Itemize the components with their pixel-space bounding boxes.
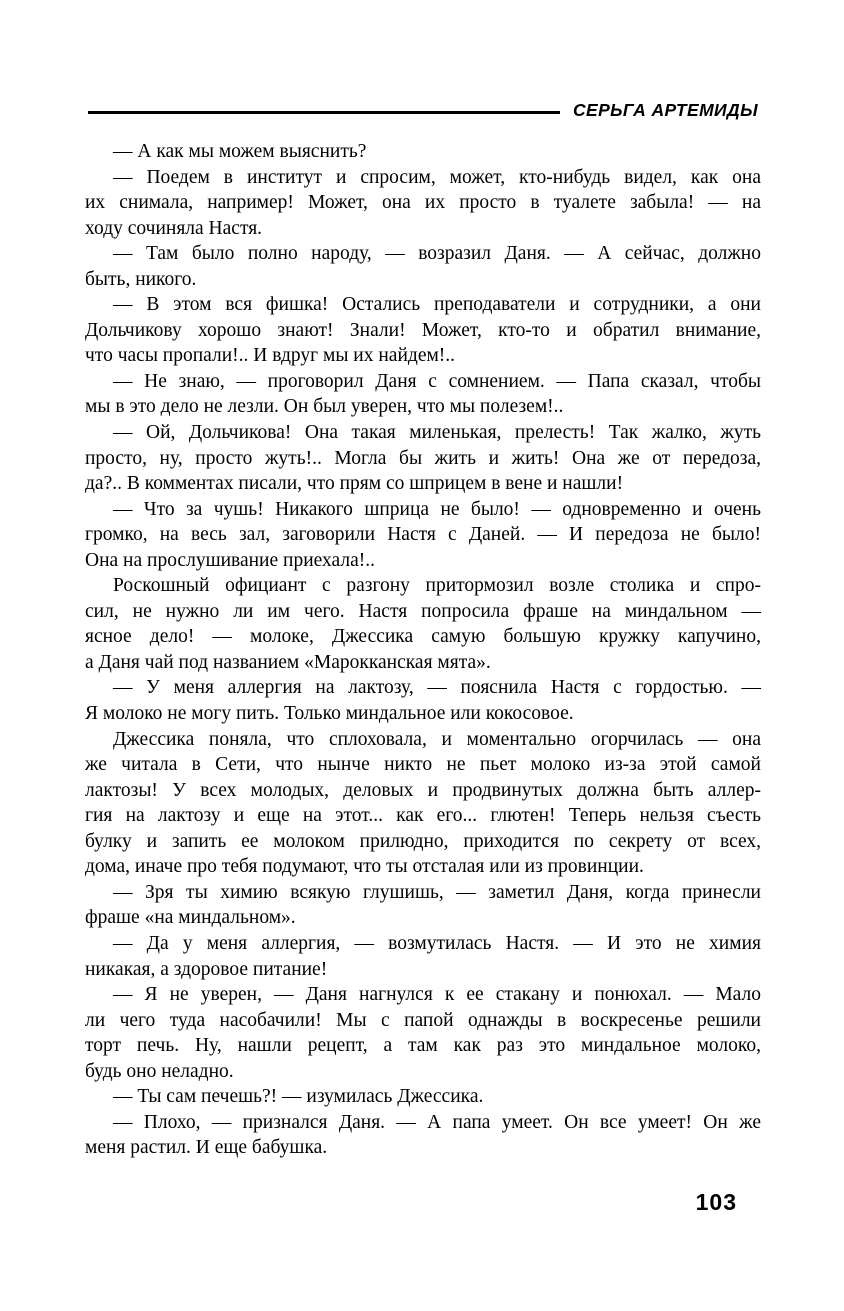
text-line: — Не знаю, — проговорил Даня с сомнением. — Папа сказал, чтобы: [113, 370, 761, 392]
text-line: булку и запить ее молоком прилюдно, приходится по секрету от всех,: [85, 830, 761, 852]
paragraph: [85, 931, 761, 982]
text-line: а Даня чай под названием «Марокканская мята».: [85, 651, 491, 673]
text-line: что часы пропали!.. И вдруг мы их найдем!..: [85, 345, 456, 367]
text-line: — В этом вся фишка! Остались преподаватели и сотрудники, а они: [113, 294, 761, 316]
text-line: ходу сочиняла Настя.: [85, 217, 263, 239]
paragraph: [85, 420, 761, 497]
paragraph: [85, 165, 761, 242]
text-line: да?.. В комментах писали, что прям со шприцем в вене и нашли!: [85, 473, 624, 495]
text-line: — Да у меня аллергия, — возмутилась Настя. — И это не химия: [113, 932, 761, 954]
paragraph: [85, 292, 761, 369]
text-line: ясное дело! — молоке, Джессика самую большую кружку капучино,: [85, 626, 761, 648]
text-line: гия на лактозу и еще на этот... как его... глютен! Теперь нельзя съесть: [85, 805, 761, 827]
text-line: же читала в Сети, что нынче никто не пьет молоко из-за этой самой: [85, 754, 761, 776]
text-line: сил, не нужно ли им чего. Настя попросила фраше на миндальном —: [85, 600, 761, 622]
paragraph: [85, 139, 761, 165]
text-line: торт печь. Ну, нашли рецепт, а там как раз это миндальное молоко,: [85, 1035, 761, 1057]
text-line: меня растил. И еще бабушка.: [85, 1137, 328, 1159]
text-line: Джессика поняла, что сплоховала, и моментально огорчилась — она: [113, 728, 761, 750]
text-line: фраше «на миндальном».: [85, 907, 296, 929]
paragraph: [85, 369, 761, 420]
text-line: Дольчикову хорошо знают! Знали! Может, кто-то и обратил внимание,: [85, 319, 761, 341]
paragraph: [85, 982, 761, 1084]
text-line: их снимала, например! Может, она их просто в туалете забыла! — на: [85, 192, 761, 214]
text-line: — Зря ты химию всякую глушишь, — заметил Даня, когда принесли: [113, 881, 761, 903]
text-line: будь оно неладно.: [85, 1060, 234, 1082]
text-line: Роскошный официант с разгону притормозил возле столика и спро-: [113, 575, 761, 597]
text-line: — Поедем в институт и спросим, может, кто-нибудь видел, как она: [113, 166, 761, 188]
text-line: — Что за чушь! Никакого шприца не было! — одновременно и очень: [113, 498, 761, 520]
text-line: дома, иначе про тебя подумают, что ты отсталая или из провинции.: [85, 856, 644, 878]
paragraph: [85, 573, 761, 675]
text-line: — Ой, Дольчикова! Она такая миленькая, прелесть! Так жалко, жуть: [113, 422, 761, 444]
paragraph: [85, 880, 761, 931]
text-line: — А как мы можем выяснить?: [113, 141, 367, 162]
paragraph: [85, 675, 761, 726]
paragraph: [85, 1084, 761, 1110]
text-line: Я молоко не могу пить. Только миндальное или кокосовое.: [85, 703, 574, 725]
text-body: [85, 139, 761, 1161]
text-line: — Ты сам печешь?! — изумилась Джессика.: [113, 1086, 484, 1108]
text-line: Она на прослушивание приехала!..: [85, 549, 375, 571]
header-rule: [88, 111, 560, 114]
page-header: [88, 98, 758, 122]
text-line: быть, никого.: [85, 268, 197, 290]
text-line: — У меня аллергия на лактозу, — пояснила Настя с гордостью. —: [113, 677, 761, 699]
paragraph: [85, 1110, 761, 1161]
text-line: громко, на весь зал, заговорили Настя с Даней. — И передоза не было!: [85, 524, 761, 546]
page-number: 103: [695, 1189, 737, 1215]
text-line: лактозы! У всех молодых, деловых и продвинутых должна быть аллер-: [85, 779, 761, 801]
text-line: мы в это дело не лезли. Он был уверен, что мы полезем!..: [85, 396, 564, 418]
paragraph: [85, 241, 761, 292]
paragraph: [85, 497, 761, 574]
running-title: СЕРЬГА АРТЕМИДЫ: [572, 99, 758, 120]
text-line: — Там было полно народу, — возразил Даня. — А сейчас, должно: [113, 243, 761, 265]
text-line: никакая, а здоровое питание!: [85, 958, 328, 980]
text-line: просто, ну, просто жуть!.. Могла бы жить и жить! Она же от передоза,: [85, 447, 761, 469]
text-line: — Плохо, — признался Даня. — А папа умеет. Он все умеет! Он же: [113, 1111, 761, 1133]
text-line: ли чего туда насобачили! Мы с папой однажды в воскресенье решили: [85, 1009, 761, 1031]
paragraph: [85, 727, 761, 880]
text-line: — Я не уверен, — Даня нагнулся к ее стакану и понюхал. — Мало: [113, 984, 761, 1006]
